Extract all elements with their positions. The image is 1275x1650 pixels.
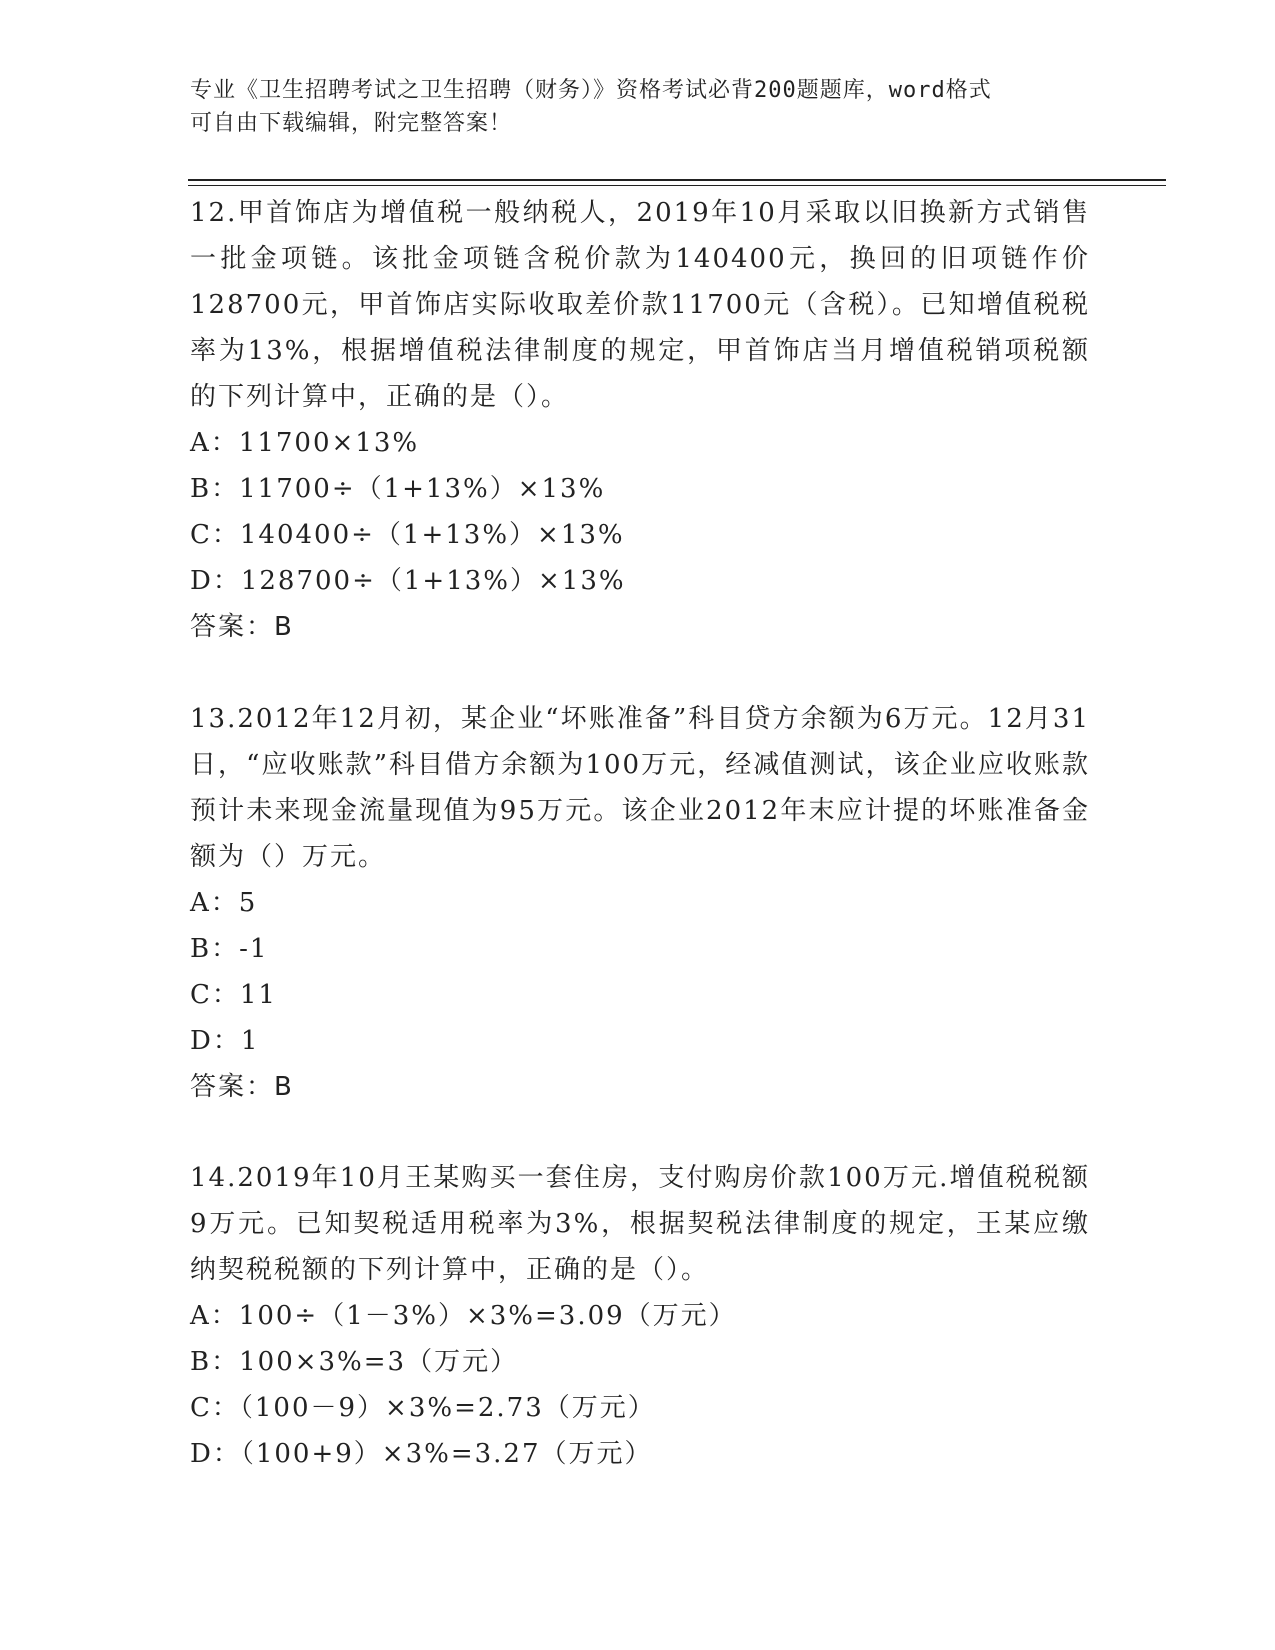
option-c: C：11 <box>190 980 277 1010</box>
question-13 <box>190 696 1090 1110</box>
question-14 <box>190 1155 1090 1477</box>
question-text: 14.2019年10月王某购买一套住房，支付购房价款100万元.增值税税额9万元。已知契税适用税率为3%，根据契税法律制度的规定，王某应缴纳契税税额的下列计算中，正确的是（）。 <box>190 1163 1090 1285</box>
question-text: 13.2012年12月初，某企业“坏账准备”科目贷方余额为6万元。12月31日，“应收账款”科目借方余额为100万元，经减值测试，该企业应收账款预计未来现金流量现值为95万元。该企业2012年末应计提的坏账准备金额为（）万元。 <box>190 704 1090 872</box>
option-a: A：100÷（1－3%）×3%=3.09（万元） <box>190 1301 737 1331</box>
option-b: B：11700÷（1+13%）×13% <box>190 474 606 504</box>
question-12 <box>190 190 1090 650</box>
option-a: A：5 <box>190 888 258 918</box>
option-b: B：100×3%=3（万元） <box>190 1347 519 1377</box>
option-d: D：128700÷（1+13%）×13% <box>190 566 626 596</box>
question-text: 12.甲首饰店为增值税一般纳税人，2019年10月采取以旧换新方式销售一批金项链。该批金项链含税价款为140400元，换回的旧项链作价128700元，甲首饰店实际收取差价款11700元（含税）。已知增值税税率为13%，根据增值税法律制度的规定，甲首饰店当月增值税销项税额的下列计算中，正确的是（）。 <box>190 198 1090 412</box>
option-d: D：1 <box>190 1026 260 1056</box>
document-header <box>190 74 1090 140</box>
option-b: B：-1 <box>190 934 269 964</box>
option-a: A：11700×13% <box>190 428 420 458</box>
header-divider-thin <box>188 185 1166 186</box>
header-line-1: 专业《卫生招聘考试之卫生招聘（财务）》资格考试必背200题题库，word格式 <box>190 78 992 103</box>
option-c: C：140400÷（1+13%）×13% <box>190 520 625 550</box>
option-d: D：（100+9）×3%=3.27（万元） <box>190 1439 653 1469</box>
option-c: C：（100－9）×3%=2.73（万元） <box>190 1393 656 1423</box>
answer-line: 答案：B <box>190 612 294 642</box>
answer-line: 答案：B <box>190 1072 294 1102</box>
header-line-2: 可自由下载编辑，附完整答案！ <box>190 111 513 136</box>
header-divider-thick <box>188 179 1166 181</box>
